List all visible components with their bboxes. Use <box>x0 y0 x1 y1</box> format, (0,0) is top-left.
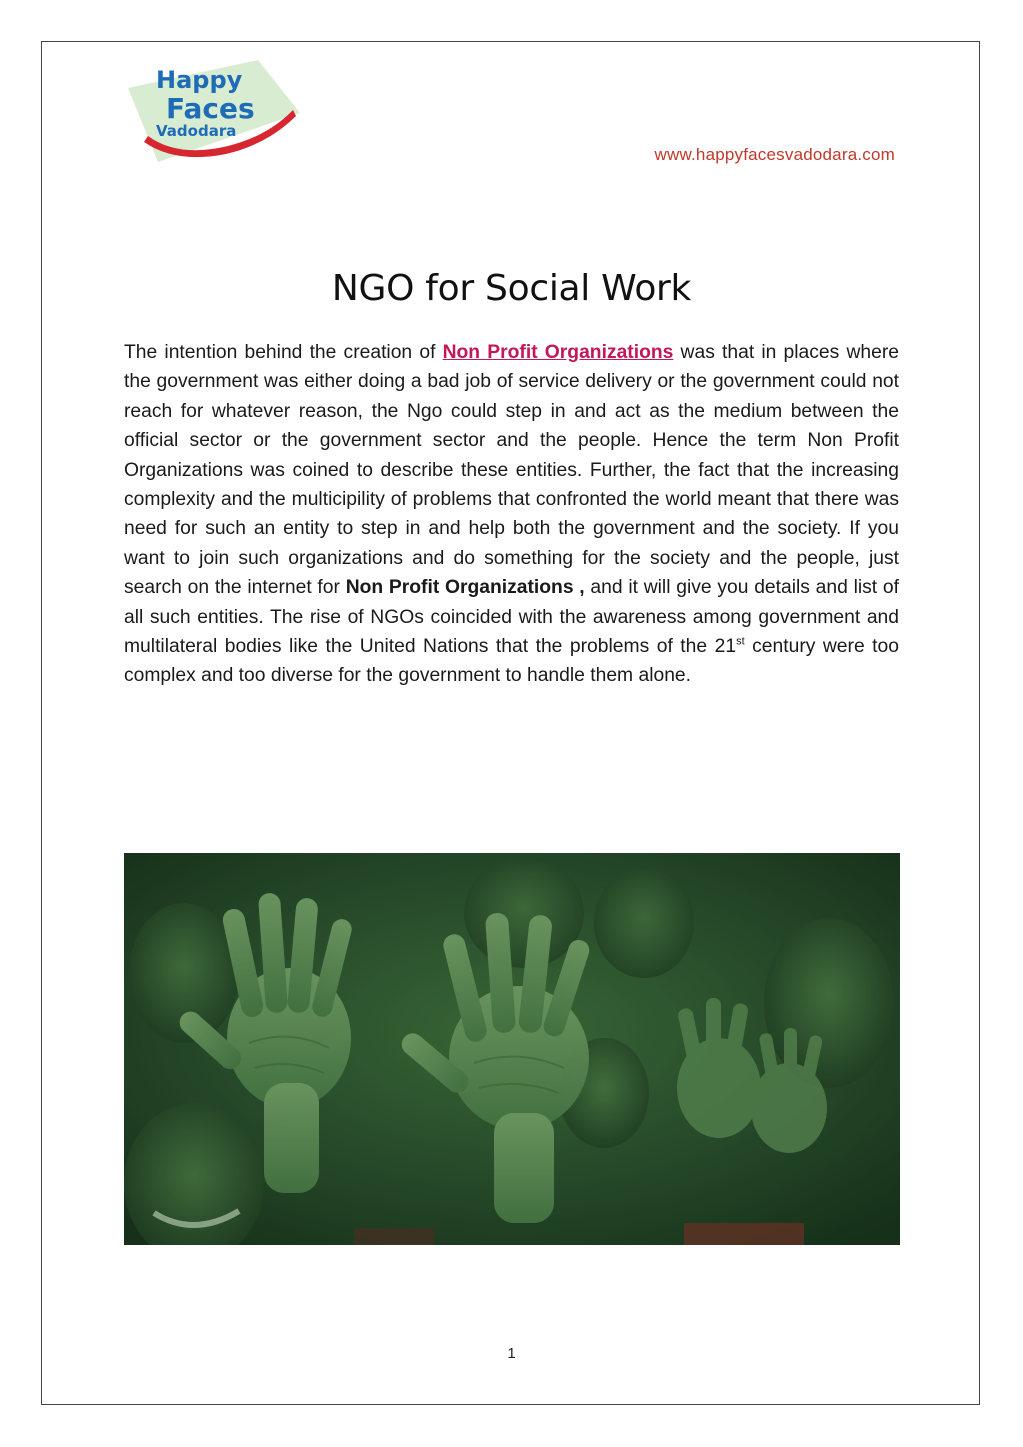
happy-faces-logo <box>118 58 303 166</box>
page-number: 1 <box>507 1345 516 1362</box>
non-profit-organizations-bold: Non Profit Organizations , <box>345 577 585 599</box>
website-url[interactable]: www.happyfacesvadodara.com <box>654 145 895 164</box>
svg-text:Happy: Happy <box>156 66 243 94</box>
non-profit-organizations-link[interactable]: Non Profit Organizations <box>442 342 674 363</box>
page-title: NGO for Social Work <box>331 268 692 309</box>
ordinal-superscript: st <box>736 635 745 648</box>
paragraph-text-end: century were too complex and too diverse for the government to handle them alone. <box>124 636 899 687</box>
svg-text:Vadodara: Vadodara <box>156 122 237 140</box>
body-paragraph <box>124 338 899 691</box>
paragraph-text-middle: was that in places where the government was either doing a bad job of service delivery or the government could not reach for whatever reason, the Ngo could step in and act as the medium between the official sector or the government sector and the people. Hence the term Non Profit Organizations was coined to describe these entities. Further, the fact that the increasing complexity and the multicipility of problems that confronted the world meant that there was need for such an entity to step in and help both the government and the society. If you want to join such organizations and do something for the society and the people, just search on the internet for <box>124 342 899 599</box>
paragraph-text-continued: and it will give you details and list of all such entities. The rise of NGOs coincided with the awareness among government and multilateral bodies like the United Nations that the problems of the 21 <box>124 577 899 658</box>
paragraph-text-start: The intention behind the creation of <box>124 342 443 363</box>
raised-hands-photo <box>124 853 900 1245</box>
svg-text:Faces: Faces <box>166 92 255 125</box>
